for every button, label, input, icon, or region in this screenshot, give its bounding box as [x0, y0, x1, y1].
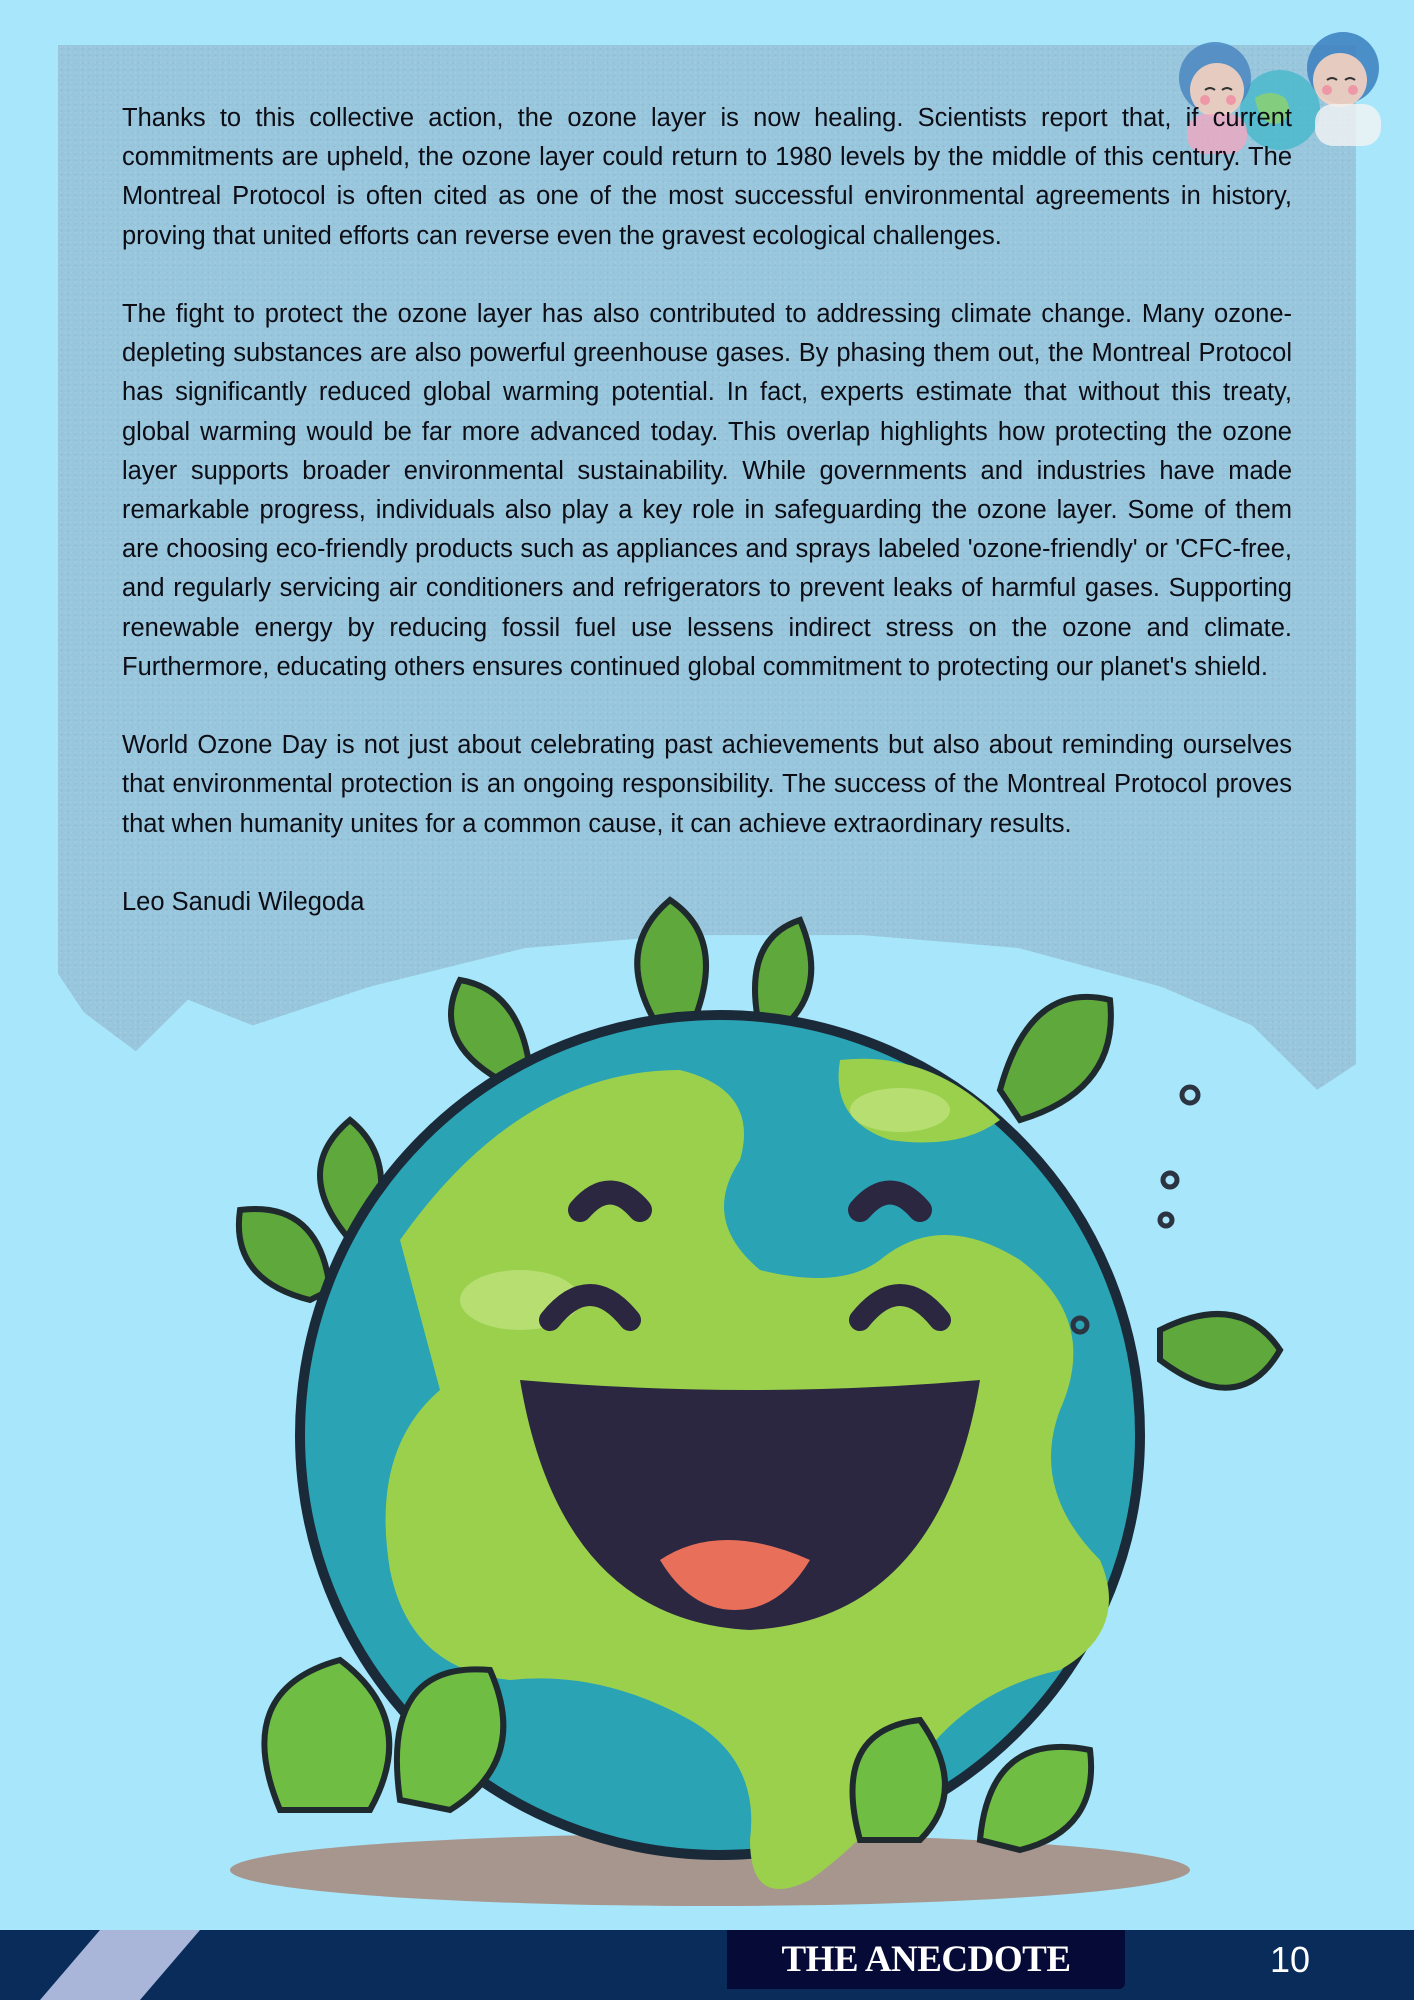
- smiling-earth-icon: [200, 880, 1300, 1910]
- author-name: Leo Sanudi Wilegoda: [122, 888, 365, 917]
- article-body: [122, 99, 1292, 922]
- magazine-title: THE ANECDOTE: [781, 1939, 1071, 1980]
- article-paragraph: Thanks to this collective action, the ozone layer is now healing. Scientists report that, if current commitments are upheld, the ozone layer could return to 1980 levels by the middle of this century. The Montreal Protocol is often cited as one of the most successful environmental agreements in history, proving that united efforts can reverse even the gravest ecological challenges.: [122, 104, 1292, 250]
- article-paragraph: World Ozone Day is not just about celebrating past achievements but also about reminding ourselves that environmental protection is an ongoing responsibility. The success of the Montreal Protocol proves that when humanity unites for a common cause, it can achieve extraordinary results.: [122, 731, 1292, 838]
- footer-stripes-decoration: [0, 1930, 300, 2000]
- page-footer: [0, 1930, 1414, 2000]
- page-number: 10: [1269, 1939, 1311, 1980]
- article-paragraph: The fight to protect the ozone layer has also contributed to addressing climate change. Many ozone-depleting substances are also powerful greenhouse gases. By phasing them out, the Montreal Protocol has significantly reduced global warming potential. In fact, experts estimate that without this treaty, global warming would be far more advanced today. This overlap highlights how protecting the ozone layer supports broader environmental sustainability. While governments and industries have made remarkable progress, individuals also play a key role in safeguarding the ozone layer. Some of them are choosing eco-friendly products such as appliances and sprays labeled 'ozone-friendly' or 'CFC-free, and regularly servicing air conditioners and refrigerators to prevent leaks of harmful gases. Supporting renewable energy by reducing fossil fuel use lessens indirect stress on the ozone and climate. Furthermore, educating others ensures continued global commitment to protecting our planet's shield.: [122, 300, 1292, 681]
